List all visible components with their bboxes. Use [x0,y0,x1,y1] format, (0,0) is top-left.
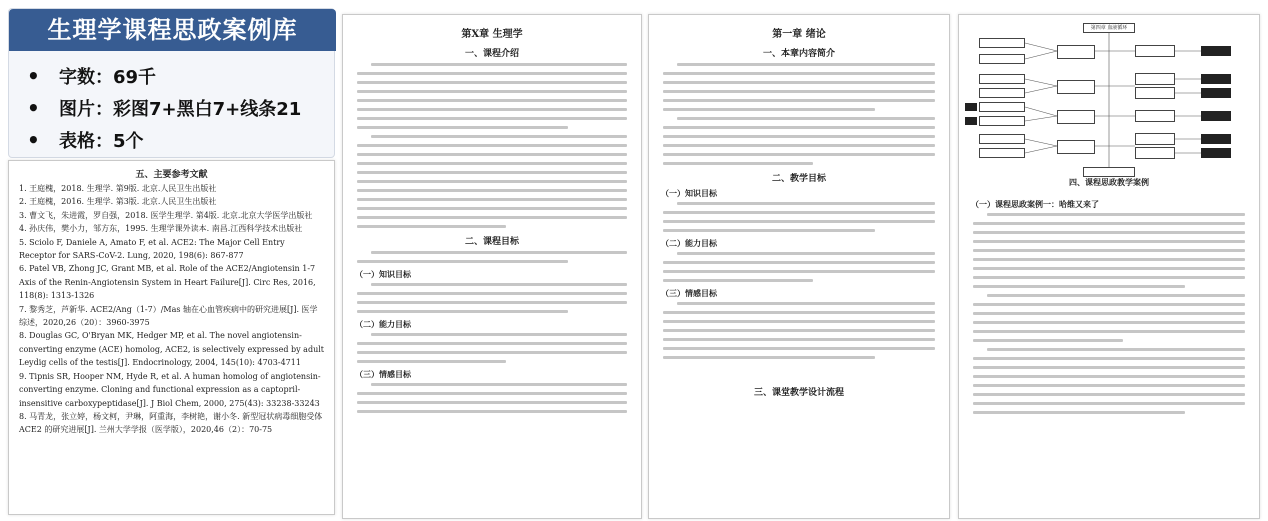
mind-map-node [1057,80,1095,94]
reference-item: 9. Tipnis SR, Hooper NM, Hyde R, et al. A human homolog of angiotensin-converting enzyme. Cloning and functional expression as a captopril-insensitive carboxypeptidase[J]. J Biol Chem, 2000, 275(43): 33238-33243 [19,371,321,408]
mind-map-node [1135,45,1175,57]
stats-list [27,61,301,157]
section-heading: 一、课程介绍 [464,49,519,59]
reference-item: 1. 王庭槐，2018. 生理学. 第9版. 北京.人民卫生出版社 [19,184,217,193]
mind-map-tag [965,117,977,125]
mind-map-node [1057,45,1095,59]
mind-map-node [979,134,1025,144]
chapter-title: 第X章 生理学 [461,29,523,40]
mind-map-node [1135,87,1175,99]
reference-item: 8. Douglas GC, O'Bryan MK, Hedger MP, et al. The novel angiotensin-converting enzyme (ACE) homolog, ACE2, is selectively expressed by adult Leydig cells of the testis[J]. Endocrinology, 2004, 145(10): 4703-4711 [19,331,324,368]
paragraph-lines [343,63,641,228]
subsection-heading: （三）情感目标 [661,288,717,298]
subsection-heading: （二）能力目标 [355,319,411,329]
paragraph-lines [343,383,641,413]
paragraph-lines [343,333,641,363]
references-heading: 五、主要参考文献 [135,170,208,180]
mind-map-root: 第四章 血液循环 [1083,23,1135,33]
stat-table-count: • 表格：5个 [27,125,301,157]
references-list [9,182,334,437]
stat-word-count: • 字数：69千 [27,61,301,93]
mind-map-tag [1201,46,1231,56]
paragraph-lines [649,252,949,282]
section-heading: 二、教学目标 [771,174,826,184]
references-page [8,160,335,515]
summary-panel [8,8,335,158]
case-section-heading: 四、课程思政教学案例 [1069,177,1149,187]
mind-map-node [979,148,1025,158]
reference-item: 7. 黎秀芝，芦新华. ACE2/Ang（1-7）/Mas 轴在心血管疾病中的研究进展[J]. 医学综述，2020,26（20）：3960-3975 [19,304,318,328]
mind-map-node [979,74,1025,84]
mind-map-node [979,102,1025,112]
subsection-heading: （一）知识目标 [355,269,411,279]
subsection-heading: （一）知识目标 [661,188,717,198]
paragraph-lines [649,63,949,165]
case-title: （一）课程思政案例一：哈维又来了 [971,199,1099,209]
mind-map-tag [1201,111,1231,121]
mind-map-node [1135,110,1175,122]
stat-image-count: • 图片：彩图7+黑白7+线条21 [27,93,301,125]
mind-map-node [1057,110,1095,124]
section-heading: 二、课程目标 [464,237,519,247]
reference-item: 3. 曹文飞，朱进霞，罗自强，2018. 医学生理学. 第4版. 北京.北京大学医学出版社 [19,210,313,220]
course-intro-page [342,14,642,519]
paragraph-lines [959,213,1259,414]
chapter-title: 第一章 绪论 [772,29,826,40]
library-title: 生理学课程思政案例库 [9,9,336,51]
section-heading: 一、本章内容简介 [762,49,835,59]
case-content [959,195,1259,420]
mind-map-node [1135,147,1175,159]
mind-map-node [1083,167,1135,177]
paragraph-lines [343,283,641,313]
mind-map-node [1135,73,1175,85]
reference-item: 2. 王庭槐，2016. 生理学. 第3版. 北京.人民卫生出版社 [19,197,217,207]
mind-map [965,21,1253,181]
mind-map-tag [1201,88,1231,98]
mind-map-tag [965,103,977,111]
reference-item: 8. 马青龙，张立婷，杨文柯，尹琳，阿重海，李树艳，谢小冬. 新型冠状病毒细胞受体 ACE2 的研究进展[J]. 兰州大学学报（医学版），2020,46（2）：70-75 [19,411,323,435]
mind-map-tag [1201,148,1231,158]
reference-item: 6. Patel VB, Zhong JC, Grant MB, et al. Role of the ACE2/Angiotensin 1-7 Axis of the Renin-Angiotensin System in Heart Failure[J]. Circ Res, 2016, 118(8): 1313-1326 [19,264,316,301]
introduction-page [648,14,950,519]
paragraph-lines [343,251,641,263]
subsection-heading: （二）能力目标 [661,238,717,248]
mind-map-tag [1201,74,1231,84]
subsection-heading: （三）情感目标 [355,369,411,379]
mind-map-node [1135,133,1175,145]
reference-item: 5. Sciolo F, Daniele A, Amato F, et al. ACE2: The Major Cell Entry Receptor for SARS-CoV-2. Lung, 2020, 198(6): 867-877 [19,237,285,261]
mind-map-node [979,116,1025,126]
mind-map-node [979,54,1025,64]
mind-map-tag [1201,134,1231,144]
case-study-page [958,14,1260,519]
mind-map-node [979,38,1025,48]
mind-map-node [979,88,1025,98]
reference-item: 4. 孙庆伟，樊小力，邹方东，1995. 生理学课外读本. 南昌.江西科学技术出版社 [19,224,303,234]
section-heading: 三、课堂教学设计流程 [753,388,844,398]
paragraph-lines [649,302,949,359]
mind-map-node [1057,140,1095,154]
paragraph-lines [649,202,949,232]
